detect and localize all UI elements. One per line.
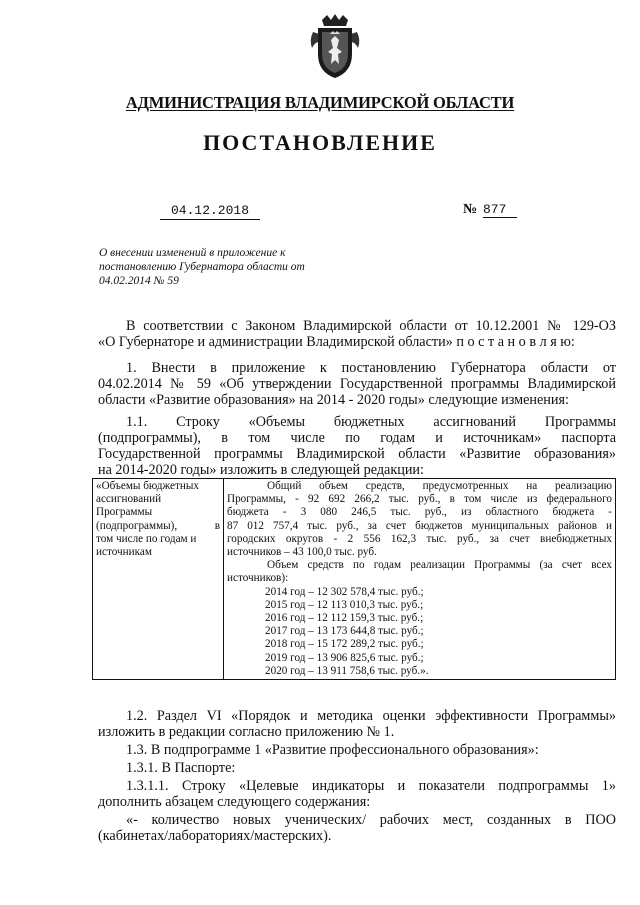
year-line: 2016 год – 12 112 159,3 тыс. руб.; (265, 612, 424, 625)
row-title-line: ассигнований (96, 493, 162, 506)
item-1-3-1-1-line: дополнить абзацем следующего содержания: (98, 794, 371, 810)
preamble-line: «О Губернаторе и администрации Владимирской области» п о с т а н о в л я ю: (98, 334, 575, 350)
quote-line: (кабинетах/лабораториях/мастерских). (98, 828, 332, 844)
item-1-3-1-1-paragraph (98, 778, 616, 810)
subject-line: О внесении изменений в приложение к (99, 247, 286, 259)
year-line: 2015 год – 12 113 010,3 тыс. руб.; (265, 598, 424, 611)
item-1-1-line: 1.1. Строку «Объемы бюджетных ассигнований Программы (126, 414, 616, 430)
row-title-line: том числе по годам и (96, 532, 197, 545)
total-line: городских округов - 2 556 162,3 тыс. руб., за счет внебюджетных (227, 532, 612, 545)
year-line: 2017 год – 13 173 644,8 тыс. руб.; (265, 625, 424, 638)
quote-line: «- количество новых ученических/ рабочих мест, созданных в ПОО (126, 812, 616, 828)
item-1-2-line: 1.2. Раздел VI «Порядок и методика оценки эффективности Программы» (126, 708, 616, 724)
item-1-3-1-paragraph (98, 760, 616, 776)
document-type-title: ПОСТАНОВЛЕНИЕ (203, 130, 437, 155)
item-1-3-1-line: 1.3.1. В Паспорте: (126, 760, 236, 776)
item-1-3-paragraph (98, 742, 616, 758)
item-1-3-1-1-line: 1.3.1.1. Строку «Целевые индикаторы и показатели подпрограммы 1» (126, 778, 616, 794)
total-line: бюджета - 3 080 246,5 тыс. руб., из областного бюджета - (227, 506, 612, 519)
year-line: 2019 год – 13 906 825,6 тыс. руб.; (265, 651, 424, 664)
total-line: 87 012 757,4 тыс. руб., за счет бюджетов муниципальных районов и (227, 519, 612, 532)
row-title-line: Программы (96, 506, 153, 519)
item-1-line: 1. Внести в приложение к постановлению Губернатора области от (126, 360, 616, 376)
year-line: 2018 год – 15 172 289,2 тыс. руб.; (265, 638, 424, 651)
table-row (93, 479, 616, 680)
item-1-3-line: 1.3. В подпрограмме 1 «Развитие профессионального образования»: (126, 742, 539, 758)
item-1-2-paragraph (98, 708, 616, 740)
preamble-line: В соответствии с Законом Владимирской области от 10.12.2001 № 129-ОЗ (126, 318, 616, 334)
item-1-1-line: на 2014-2020 годы» изложить в следующей редакции: (98, 462, 424, 478)
document-number: 877 (483, 202, 517, 218)
total-line: Общий объем средств, предусмотренных на реализацию (267, 480, 612, 492)
item-1-2-line: изложить в редакции согласно приложению № 1. (98, 724, 395, 740)
item-1-1-line: Государственной программы Владимирской области «Развитие образования» (98, 446, 616, 462)
organization-name: АДМИНИСТРАЦИЯ ВЛАДИМИРСКОЙ ОБЛАСТИ (125, 93, 515, 112)
year-line: 2020 год – 13 911 758,6 тыс. руб.». (265, 664, 429, 677)
by-year-line: Объем средств по годам реализации Программы (за счет всех (267, 559, 612, 572)
year-line: 2014 год – 12 302 578,4 тыс. руб.; (265, 585, 424, 598)
item-1-paragraph (98, 360, 616, 408)
row-title-line: источникам (96, 546, 152, 559)
total-line: Программы, - 92 692 266,2 тыс. руб., в том числе из федерального (227, 493, 612, 506)
passport-row-title (93, 479, 224, 680)
total-line: источников – 43 100,0 тыс. руб. (227, 546, 377, 559)
row-title-line: (подпрограммы), в (96, 519, 220, 532)
by-year-line: источников): (227, 572, 289, 585)
item-1-1-paragraph (98, 414, 616, 478)
subject-line: 04.02.2014 № 59 (99, 275, 179, 287)
subject-line: постановлению Губернатора области от (99, 261, 305, 273)
quote-paragraph (98, 812, 616, 844)
passport-table (92, 478, 616, 680)
item-1-line: 04.02.2014 № 59 «Об утверждении Государственной программы Владимирской (98, 376, 616, 392)
document-date: 04.12.2018 (160, 203, 260, 220)
document-number-label: № (463, 202, 478, 217)
item-1-1-line: (подпрограммы), в том числе по годам и источникам» паспорта (98, 430, 616, 446)
coat-of-arms-icon (308, 14, 362, 80)
item-1-line: области «Развитие образования» на 2014 - 2020 годы» следующие изменения: (98, 392, 569, 408)
row-title-line: «Объемы бюджетных (96, 480, 199, 492)
preamble-paragraph (98, 318, 616, 350)
subject-block (99, 246, 349, 288)
passport-row-content (224, 479, 616, 680)
